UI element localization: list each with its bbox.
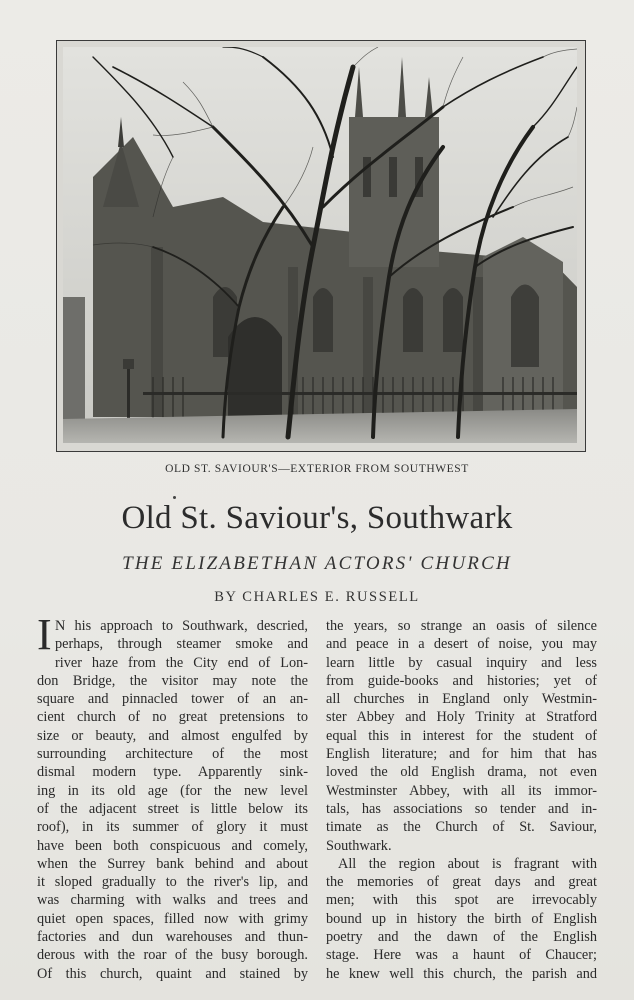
text-line: men; with this spot are irrevocably: [326, 892, 597, 909]
article-subtitle: THE ELIZABETHAN ACTORS' CHURCH: [122, 553, 512, 574]
text-line: Westminster Abbey, with all its immor-: [326, 782, 597, 799]
ornament-dot: [173, 496, 176, 499]
text-line: derous with the roar of the busy borough.: [37, 947, 308, 964]
article-column-left: [37, 610, 308, 983]
church-photograph: [63, 47, 577, 443]
text-line: was charming with walks and trees and: [37, 892, 308, 909]
text-line: all churches in England only Westmin-: [326, 691, 597, 708]
article-column-right: [326, 617, 597, 983]
text-line: he knew well this church, the parish and: [326, 965, 597, 982]
drop-cap: I: [37, 610, 52, 659]
text-line: perhaps, through steamer smoke and: [55, 636, 308, 653]
text-line: learn little by casual inquiry and less: [326, 654, 597, 671]
text-line: quiet open spaces, filled now with grimy: [37, 910, 308, 927]
text-line: and peace in a desert of noise, you may: [326, 636, 597, 653]
text-line: don Bridge, the visitor may note the: [37, 672, 308, 689]
text-line: the years, so strange an oasis of silence: [326, 618, 597, 634]
text-line: dismal modern type. Apparently sink-: [37, 764, 308, 781]
text-line: timate as the Church of St. Saviour,: [326, 819, 597, 836]
text-line: equal this in interest for the student of: [326, 727, 597, 744]
text-line: ing in its old age (for the new level: [37, 782, 308, 799]
text-line: roof), in its summer of glory it must: [37, 819, 308, 836]
text-line: square and pinnacled tower of an an-: [37, 691, 308, 708]
text-line: have been both conspicuous and comely,: [37, 837, 308, 854]
photo-caption: OLD ST. SAVIOUR'S—EXTERIOR FROM SOUTHWEST: [165, 463, 469, 475]
article-title: Old St. Saviour's, Southwark: [121, 500, 513, 536]
text-line: the memories of great days and great: [326, 874, 597, 891]
text-line: size or beauty, and almost engulfed by: [37, 727, 308, 744]
text-line: of the adjacent street is little below its: [37, 800, 308, 817]
text-line: N his approach to Southwark, descried,: [55, 618, 308, 634]
text-line: when the Surrey bank behind and about: [37, 855, 308, 872]
text-line: Southwark.: [326, 837, 392, 854]
text-line: it sloped gradually to the river's lip, and: [37, 874, 308, 891]
text-line: cient church of no great pretensions to: [37, 709, 308, 726]
text-line: English literature; and for him that has: [326, 746, 597, 763]
text-line: poetry and the dawn of the English: [326, 929, 597, 946]
article-byline: BY CHARLES E. RUSSELL: [214, 589, 420, 605]
church-photograph-frame: [56, 40, 586, 452]
text-line: bound up in history the birth of English: [326, 910, 597, 927]
text-line: All the region about is fragrant with: [338, 855, 597, 872]
text-line: tals, has associations so tender and in-: [326, 800, 597, 817]
text-line: stage. Here was a haunt of Chaucer;: [326, 947, 597, 964]
text-line: river haze from the City end of Lon-: [55, 654, 308, 671]
text-line: factories and dun warehouses and thun-: [37, 929, 308, 946]
text-line: ster Abbey and Holy Trinity at Stratford: [326, 709, 597, 726]
text-line: loved the old English drama, not even: [326, 764, 597, 781]
text-line: from guide-books and histories; yet of: [326, 672, 597, 689]
text-line: Of this church, quaint and stained by: [37, 965, 308, 982]
text-line: surrounding architecture of the most: [37, 746, 308, 763]
